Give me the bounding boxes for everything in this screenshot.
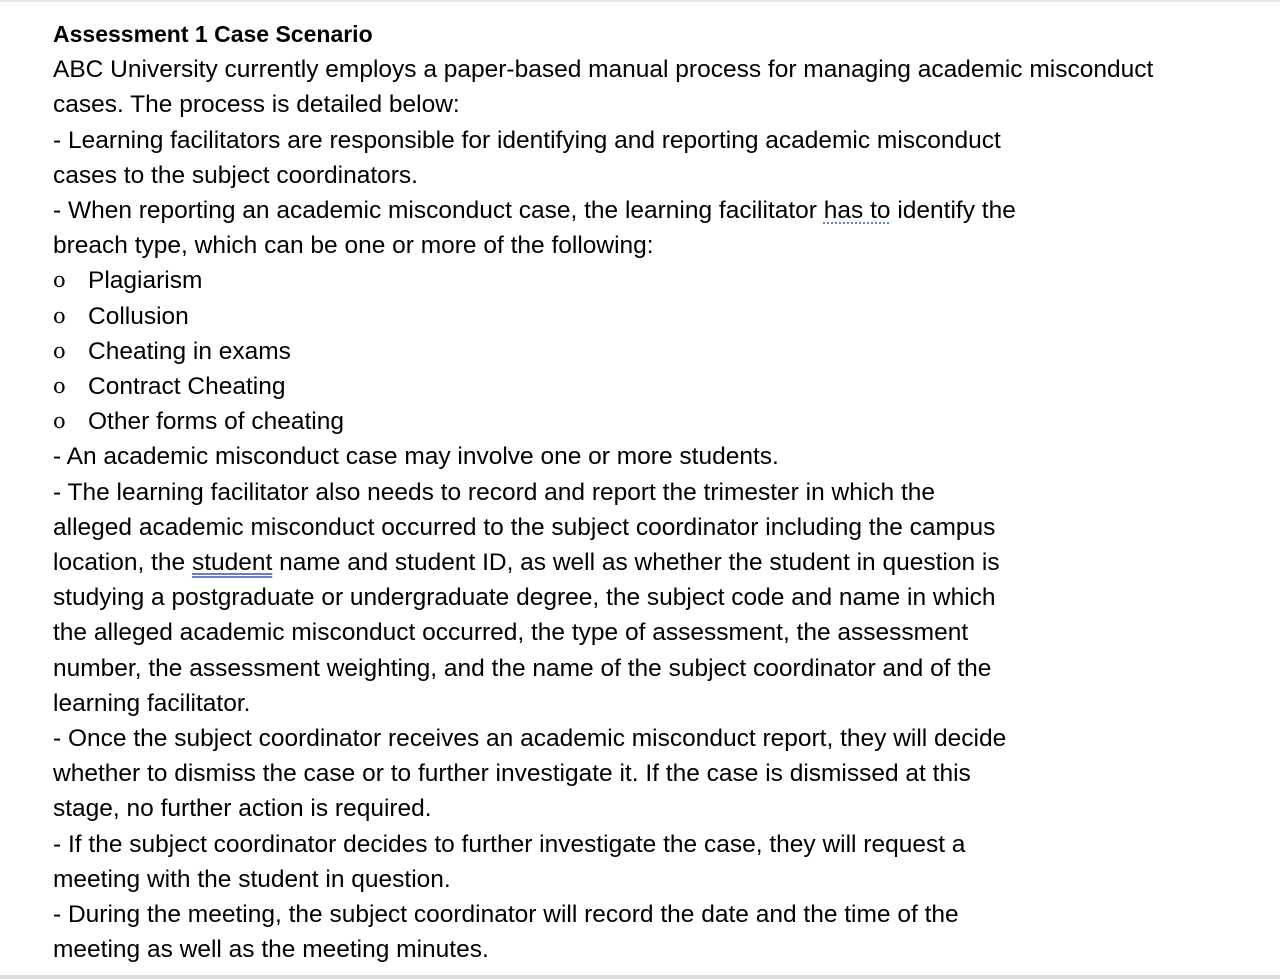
bottom-edge-divider bbox=[0, 975, 1280, 979]
paragraph-line bbox=[53, 193, 1263, 228]
paragraph-line: - Once the subject coordinator receives an academic misconduct report, they will decide bbox=[53, 725, 1007, 753]
grammar-flag-word[interactable]: student bbox=[191, 549, 273, 577]
document-heading: Assessment 1 Case Scenario bbox=[53, 21, 373, 47]
circle-bullet-icon: o bbox=[53, 338, 66, 363]
breach-type-label: Collusion bbox=[88, 302, 189, 330]
intro-line: cases. The process is detailed below: bbox=[53, 91, 460, 119]
paragraph-line: - If the subject coordinator decides to further investigate the case, they will request a bbox=[53, 830, 966, 858]
breach-type-label: Plagiarism bbox=[88, 267, 203, 295]
paragraph-line: the alleged academic misconduct occurred, the type of assessment, the assessment bbox=[53, 619, 969, 647]
breach-type-label: Cheating in exams bbox=[88, 337, 291, 365]
intro-line: ABC University currently employs a paper-based manual process for managing academic misconduct bbox=[53, 56, 1154, 84]
paragraph-line: number, the assessment weighting, and the name of the subject coordinator and of the bbox=[53, 654, 992, 682]
breach-type-label: Contract Cheating bbox=[88, 373, 286, 401]
top-edge-divider bbox=[0, 0, 1280, 2]
circle-bullet-icon: o bbox=[53, 268, 66, 293]
breach-type-item bbox=[53, 299, 1263, 334]
paragraph-line: whether to dismiss the case or to further investigate it. If the case is dismissed at this bbox=[53, 760, 971, 788]
paragraph-line: - During the meeting, the subject coordinator will record the date and the time of the bbox=[53, 901, 959, 929]
text-run: name and student ID, as well as whether the student in question is bbox=[272, 549, 1000, 577]
paragraph-line: - Learning facilitators are responsible for identifying and reporting academic misconduct bbox=[53, 126, 1001, 154]
breach-type-label: Other forms of cheating bbox=[88, 408, 345, 436]
breach-type-item bbox=[53, 263, 1263, 298]
paragraph-line: meeting with the student in question. bbox=[53, 865, 451, 893]
text-run: - When reporting an academic misconduct case, the learning facilitator bbox=[53, 197, 824, 225]
paragraph-line: alleged academic misconduct occurred to the subject coordinator including the campus bbox=[53, 513, 996, 541]
paragraph-line: studying a postgraduate or undergraduate degree, the subject code and name in which bbox=[53, 584, 996, 612]
paragraph-line: - An academic misconduct case may involve one or more students. bbox=[53, 443, 779, 471]
grammar-flag-phrase[interactable]: has to bbox=[823, 197, 891, 225]
paragraph-line: stage, no further action is required. bbox=[53, 795, 432, 823]
document-body bbox=[53, 17, 1263, 967]
paragraph-line bbox=[53, 545, 1263, 580]
circle-bullet-icon: o bbox=[53, 409, 66, 434]
text-run: identify the bbox=[890, 197, 1016, 225]
breach-type-item bbox=[53, 404, 1263, 439]
breach-type-item bbox=[53, 334, 1263, 369]
text-run: location, the bbox=[53, 549, 192, 577]
paragraph-line: meeting as well as the meeting minutes. bbox=[53, 936, 489, 964]
paragraph-line: cases to the subject coordinators. bbox=[53, 161, 418, 189]
breach-type-item bbox=[53, 369, 1263, 404]
paragraph-line: learning facilitator. bbox=[53, 689, 251, 717]
paragraph-line: - The learning facilitator also needs to record and report the trimester in which the bbox=[53, 478, 935, 506]
circle-bullet-icon: o bbox=[53, 374, 66, 399]
circle-bullet-icon: o bbox=[53, 303, 66, 328]
paragraph-line: breach type, which can be one or more of the following: bbox=[53, 232, 654, 260]
